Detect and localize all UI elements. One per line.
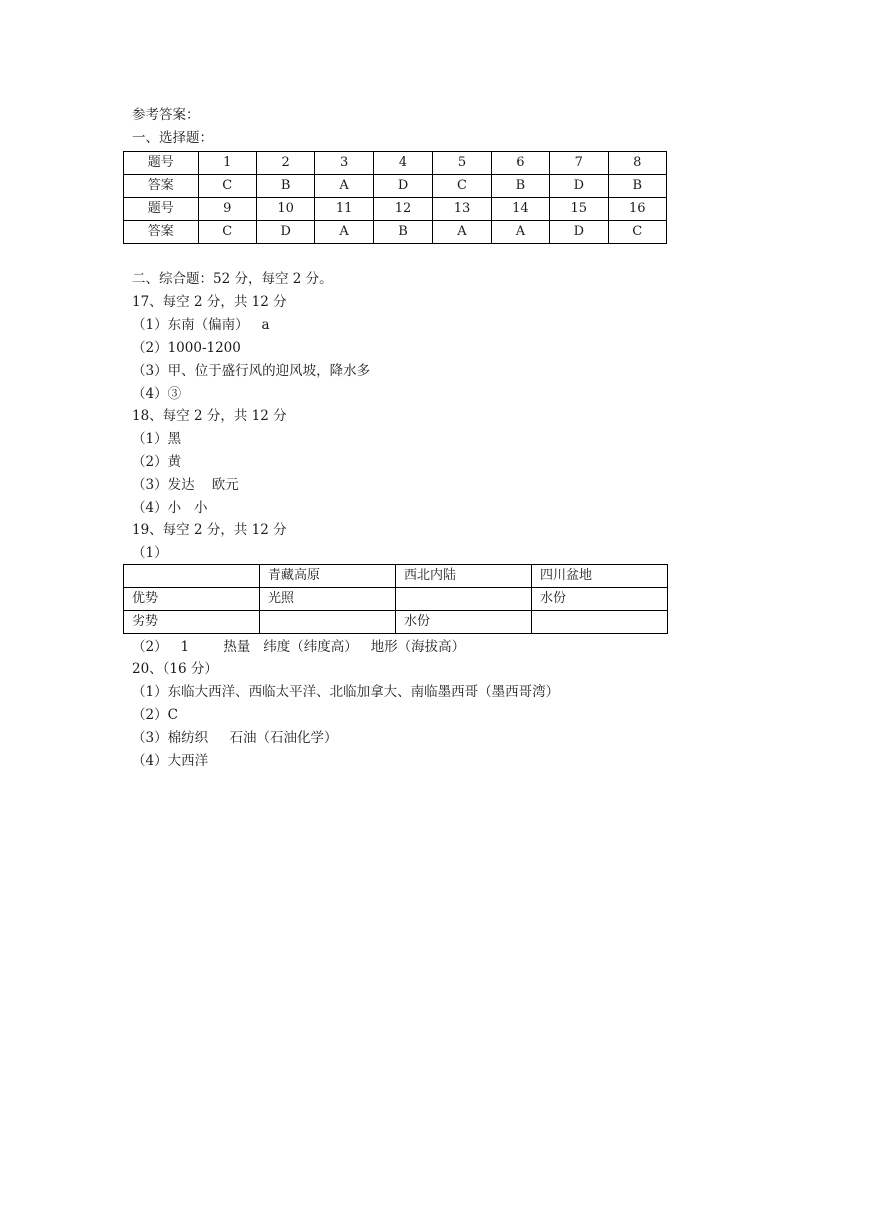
answer-title: 参考答案： [132,107,200,123]
cmp-cell [260,611,396,634]
mc-row-label: 题号 [124,152,199,175]
mc-cell: A [433,221,491,244]
mc-cell: 16 [608,198,666,221]
q17-line: （1）东南（偏南） a [132,317,270,333]
q18-line: （4）小 小 [132,500,208,516]
mc-cell: C [198,175,256,198]
q20-line: （4）大西洋 [132,753,209,769]
mc-cell: 9 [198,198,256,221]
q17-line: （3）甲、位于盛行风的迎风坡，降水多 [132,363,371,379]
section1-title: 一、选择题： [132,130,213,146]
mc-row-label: 题号 [124,198,199,221]
q20-line: （2）C [132,707,178,723]
mc-cell: 11 [315,198,373,221]
q18-title: 18、每空 2 分，共 12 分 [132,408,287,424]
mc-cell: D [550,175,608,198]
q20-title: 20、（16 分） [132,661,218,677]
cmp-header-cell: 青藏高原 [260,565,396,588]
cmp-header-cell: 西北内陆 [396,565,532,588]
q18-line: （1）黑 [132,431,182,447]
cmp-cell: 优势 [124,588,260,611]
cmp-table-row [124,611,668,634]
mc-table-body [124,152,667,244]
cmp-header-row [124,565,668,588]
q20-line: （1）东临大西洋、西临太平洋、北临加拿大、南临墨西哥（墨西哥湾） [132,684,560,700]
mc-cell: B [373,221,432,244]
mc-cell: 12 [373,198,432,221]
mc-cell: D [550,221,608,244]
q17-line: （4）③ [132,386,182,402]
mc-row-label: 答案 [124,221,199,244]
mc-cell: 1 [198,152,256,175]
cmp-table-row [124,588,668,611]
mc-cell: 3 [315,152,373,175]
cmp-cell [532,611,668,634]
mc-cell: 7 [550,152,608,175]
q19-title: 19、每空 2 分，共 12 分 [132,522,287,538]
mc-cell: C [198,221,256,244]
region-comparison-table [123,564,668,634]
q17-title: 17、每空 2 分，共 12 分 [132,294,287,310]
q19-sub2: （2） 1 热量 纬度（纬度高） 地形（海拔高） [132,639,466,655]
mc-cell: C [433,175,491,198]
mc-cell: A [491,221,549,244]
q20-line: （3）棉纺织 石油（石油化学） [132,730,338,746]
mc-cell: 14 [491,198,549,221]
q18-line: （3）发达 欧元 [132,477,239,493]
cmp-cell [396,588,532,611]
cmp-header-cell [124,565,260,588]
cmp-cell: 光照 [260,588,396,611]
mc-cell: 2 [256,152,314,175]
mc-table-row [124,175,667,198]
mc-cell: B [256,175,314,198]
mc-table-row [124,198,667,221]
q18-line: （2）黄 [132,454,182,470]
q17-line: （2）1000-1200 [132,340,241,356]
cmp-cell: 水份 [532,588,668,611]
mc-cell: A [315,221,373,244]
section2-title: 二、综合题：52 分，每空 2 分。 [132,271,333,287]
mc-cell: 4 [373,152,432,175]
mc-table-row [124,152,667,175]
mc-table-row [124,221,667,244]
cmp-header-cell: 四川盆地 [532,565,668,588]
mc-cell: A [315,175,373,198]
mc-cell: B [608,175,666,198]
mc-cell: C [608,221,666,244]
mc-cell: B [491,175,549,198]
multiple-choice-table [123,151,667,244]
mc-row-label: 答案 [124,175,199,198]
mc-cell: D [373,175,432,198]
mc-cell: 6 [491,152,549,175]
q19-sub1: （1） [132,545,168,561]
cmp-table-body [124,565,668,634]
mc-cell: 5 [433,152,491,175]
mc-cell: 15 [550,198,608,221]
mc-cell: 10 [256,198,314,221]
mc-cell: 13 [433,198,491,221]
mc-cell: D [256,221,314,244]
cmp-cell: 水份 [396,611,532,634]
mc-cell: 8 [608,152,666,175]
cmp-cell: 劣势 [124,611,260,634]
